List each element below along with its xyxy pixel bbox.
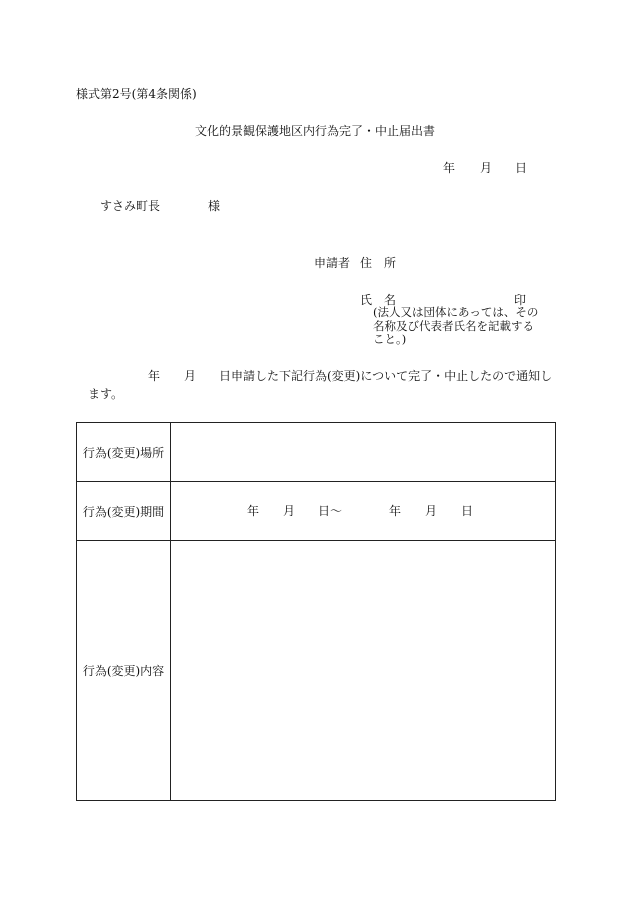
addressee-name: すさみ町長 [100,199,161,213]
body-text-line1: 日申請した下記行為(変更)について完了・中止したので通知し [219,369,553,383]
period-label: 行為(変更)期間 [77,482,171,541]
period-field[interactable] [171,482,556,541]
applicant-note: (法人又は団体にあっては、その名称及び代表者氏名を記載すること。) [373,305,539,346]
period-end-month-label: 月 [425,504,438,518]
content-field[interactable] [171,541,556,801]
document-title: 文化的景観保護地区内行為完了・中止届出書 [194,124,435,138]
form-number: 様式第2号(第4条関係) [76,87,197,101]
table-row-place [77,423,556,482]
date-day-label: 日 [515,161,528,175]
period-end-year-label: 年 [389,504,402,518]
date-month-label: 月 [480,161,493,175]
applicant-label: 申請者 [314,256,351,270]
period-start-day-label: 日〜 [318,504,343,518]
seal-label: 印 [514,293,527,307]
content-label: 行為(変更)内容 [77,541,171,801]
date-year-label: 年 [443,161,456,175]
form-table [76,422,556,801]
period-end-day-label: 日 [461,504,474,518]
body-month-label: 月 [184,369,197,383]
place-field[interactable] [171,423,556,482]
period-start-month-label: 月 [283,504,296,518]
address-label: 住 所 [360,256,397,270]
table-row-period [77,482,556,541]
period-start-year-label: 年 [247,504,260,518]
place-label: 行為(変更)場所 [77,423,171,482]
body-text-line2: ます。 [88,387,124,401]
name-label: 氏 名 [360,293,397,307]
addressee-honorific: 様 [208,199,221,213]
table-row-content [77,541,556,801]
body-year-label: 年 [148,369,161,383]
